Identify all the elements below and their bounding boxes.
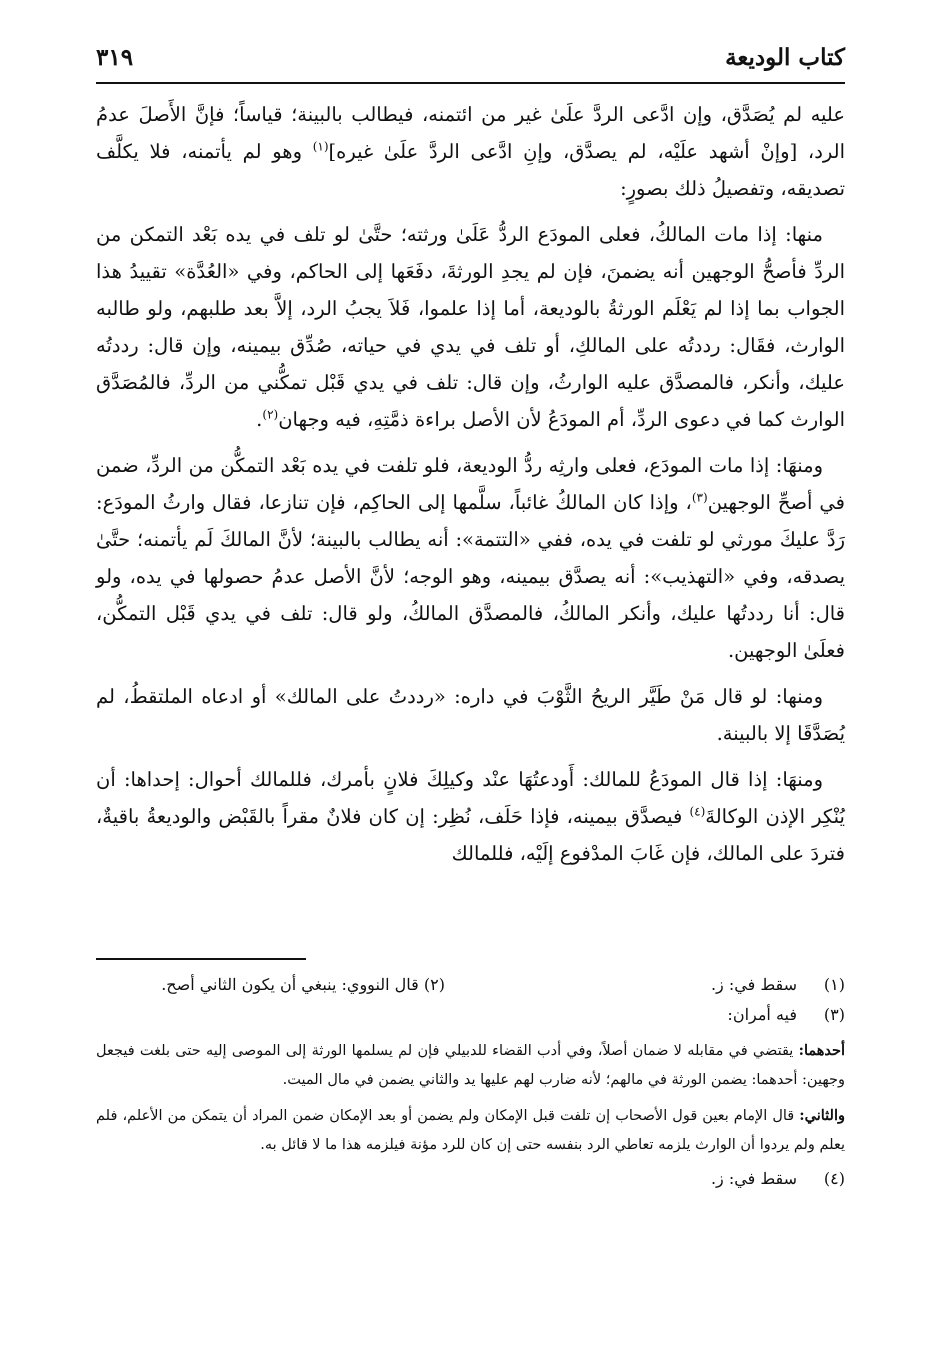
paragraph-2 (96, 216, 845, 438)
footnote-4-number: (٤) (823, 1169, 845, 1188)
footnote-3-text: فيه أمران: (727, 1005, 797, 1024)
footnote-1-text: سقط في: ز. (710, 975, 797, 994)
footnote-ref-4: (٤) (689, 804, 706, 819)
paragraph-1 (96, 96, 845, 207)
footnote-3-second-text: قال الإمام بعين قول الأصحاب إن تلفت قبل الإمكان ولم يضمن أو بعد الإمكان ضمن المراد أن يتمكن من الأعلم، فلم يعلم ولم يردوا أن الوارث يلزمه تعاطي الرد بنفسه حتى إن كان للرد مؤنة فيلزمه هذا ما لا قائل به. (96, 1108, 845, 1153)
paragraph-2-text: منها: إذا مات المالكُ، فعلى المودَع الردُّ عَلَىٰ ورثته؛ حتَّىٰ لو تلف في يده بَعْد التمكن من الردِّ فأصحُّ الوجهين أنه يضمنَ، فإن لم يجدِ الورثةَ، دفَعَها إلى الحاكم، وفي «العُدَّة» تقييدُ هذا الجواب بما إذا لم يَعْلَم الورثةُ بالوديعة، أما إذا علموا، فَلاَ يجبُ الرد، إلاَّ بعد طلبهم، ولو طالبه الوارث، فقَال: رددتُه على المالكِ، أو تلف في يدي في حياته، صُدِّق بيمينه، وإن قال: رددتُه عليك، وأنكر، فالمصدَّق عليه الوارثُ، وإن قال: تلف في يدي قَبْل تمكُّني من الردِّ، فالمُصَدَّق الوارث كما في دعوى الردِّ، أم المودَعُ لأن الأصل براءة ذمَّتِهِ، فيه وجهان (96, 223, 845, 431)
paragraph-5 (96, 761, 845, 872)
footnote-ref-3: (٣) (691, 490, 708, 505)
paragraph-4 (96, 678, 845, 752)
paragraph-3-tail: ، وإذا كان المالكُ غائباً، سلَّمها إلى الحاكِم، فإن تنازعا، فقال وارثُ المودَع: رَدَّ عليكَ مورثي لو تلفت في يده، ففي «التتمة»: أنه يطالب بالبينة؛ لأنَّ المالكَ لَم يأتمنه؛ حتَّىٰ يصدقه، وفي «التهذيب»: أنه يصدَّق بيمينه، وهو الوجه؛ لأنَّ الأصل عدمُ حصولها في يده، ولو قال: أنا رددتُها عليك، وأنكر المالكُ، فالمصدَّق المالكُ، ولو قال: تلف في يدي قَبْل التمكُّن، فعلَىٰ الوجهين. (96, 491, 845, 662)
footnote-2-text: (٢) قال النووي: ينبغي أن يكون الثاني أصح. (161, 975, 445, 994)
main-text (96, 96, 845, 881)
paragraph-2-tail: . (256, 408, 263, 431)
footnote-3-first-note (96, 1036, 845, 1095)
paragraph-1-tail: وهو لم يأتمنه، فلا يكلَّف تصديقه، وتفصيلُ ذلك بصورٍ: (96, 140, 845, 200)
footnote-3-number: (٣) (823, 1005, 845, 1024)
paragraph-3-text: ومنهَا: إذا مات المودَع، فعلى وارثِه ردُّ الوديعة، فلو تلفت في يده بَعْد التمكُّن من الردِّ، ضمن في أصحِّ الوجهين (96, 454, 845, 514)
running-header (96, 38, 845, 84)
footnote-separator (96, 958, 306, 960)
paragraph-5-tail: فيصدَّق بيمينه، فإذا حَلَف، نُظِر: إن كان فلانٌ مقراً بالقَبْض والوديعةُ باقيةٌ، فتردَ على المالك، فإن غَابَ المدْفوع إلَيْه، فللمالك (96, 805, 845, 865)
footnote-3 (96, 1000, 845, 1030)
footnote-ref-2: (٢) (262, 407, 279, 422)
paragraph-3 (96, 447, 845, 669)
paragraph-1-text: عليه لم يُصَدَّق، وإن ادَّعى الردَّ علَىٰ غير من ائتمنه، فيطالب بالبينة؛ قياساً؛ فإنَّ الأَصلَ عدمُ الرد، [وإنْ أشهد علَيْه، لم يصدَّق، وإنِ ادَّعى الردَّ علَىٰ غيره] (96, 103, 845, 163)
footnote-1 (96, 970, 845, 1000)
chapter-title: كتاب الوديعة (725, 44, 845, 71)
page-number: ٣١٩ (96, 44, 134, 71)
footnote-ref-1: (١) (312, 139, 329, 154)
footnote-3-first-label: أحدهما: (798, 1042, 845, 1059)
footnote-3-first-text: يقتضي في مقابله لا ضمان أصلاً، وفي أدب القضاء للدبيلي فإن لم يسلمها الورثة إلى الموصى إليه حتى بلغت فيجعل وجهين: أحدهما: يضمن الورثة في مالهم؛ لأنه ضارب لهم عليها يد والثاني يضمن في مال الميت. (96, 1043, 845, 1088)
footnote-1-number: (١) (823, 975, 845, 994)
paragraph-5-text: ومنهَا: إذا قال المودَعُ للمالك: أَودعتُهَا عنْد وكيلِكَ فلانٍ بأمرك، فللمالك أحوال: إحداها: أن يُنْكِر الإذن الوكالةَ (96, 768, 845, 828)
footnote-3-second-note (96, 1101, 845, 1160)
footnote-3-second-label: والثاني: (799, 1107, 845, 1124)
footnote-4 (96, 1164, 845, 1194)
footnotes (96, 970, 845, 1194)
paragraph-4-text: ومنها: لو قال مَنْ طَيَّر الريحُ الثَّوْبَ في داره: «رددتُ على المالك» أو ادعاه الملتقطُ، لم يُصَدَّقَا إلا بالبينة. (96, 685, 845, 745)
footnote-4-text: سقط في: ز. (710, 1169, 797, 1188)
